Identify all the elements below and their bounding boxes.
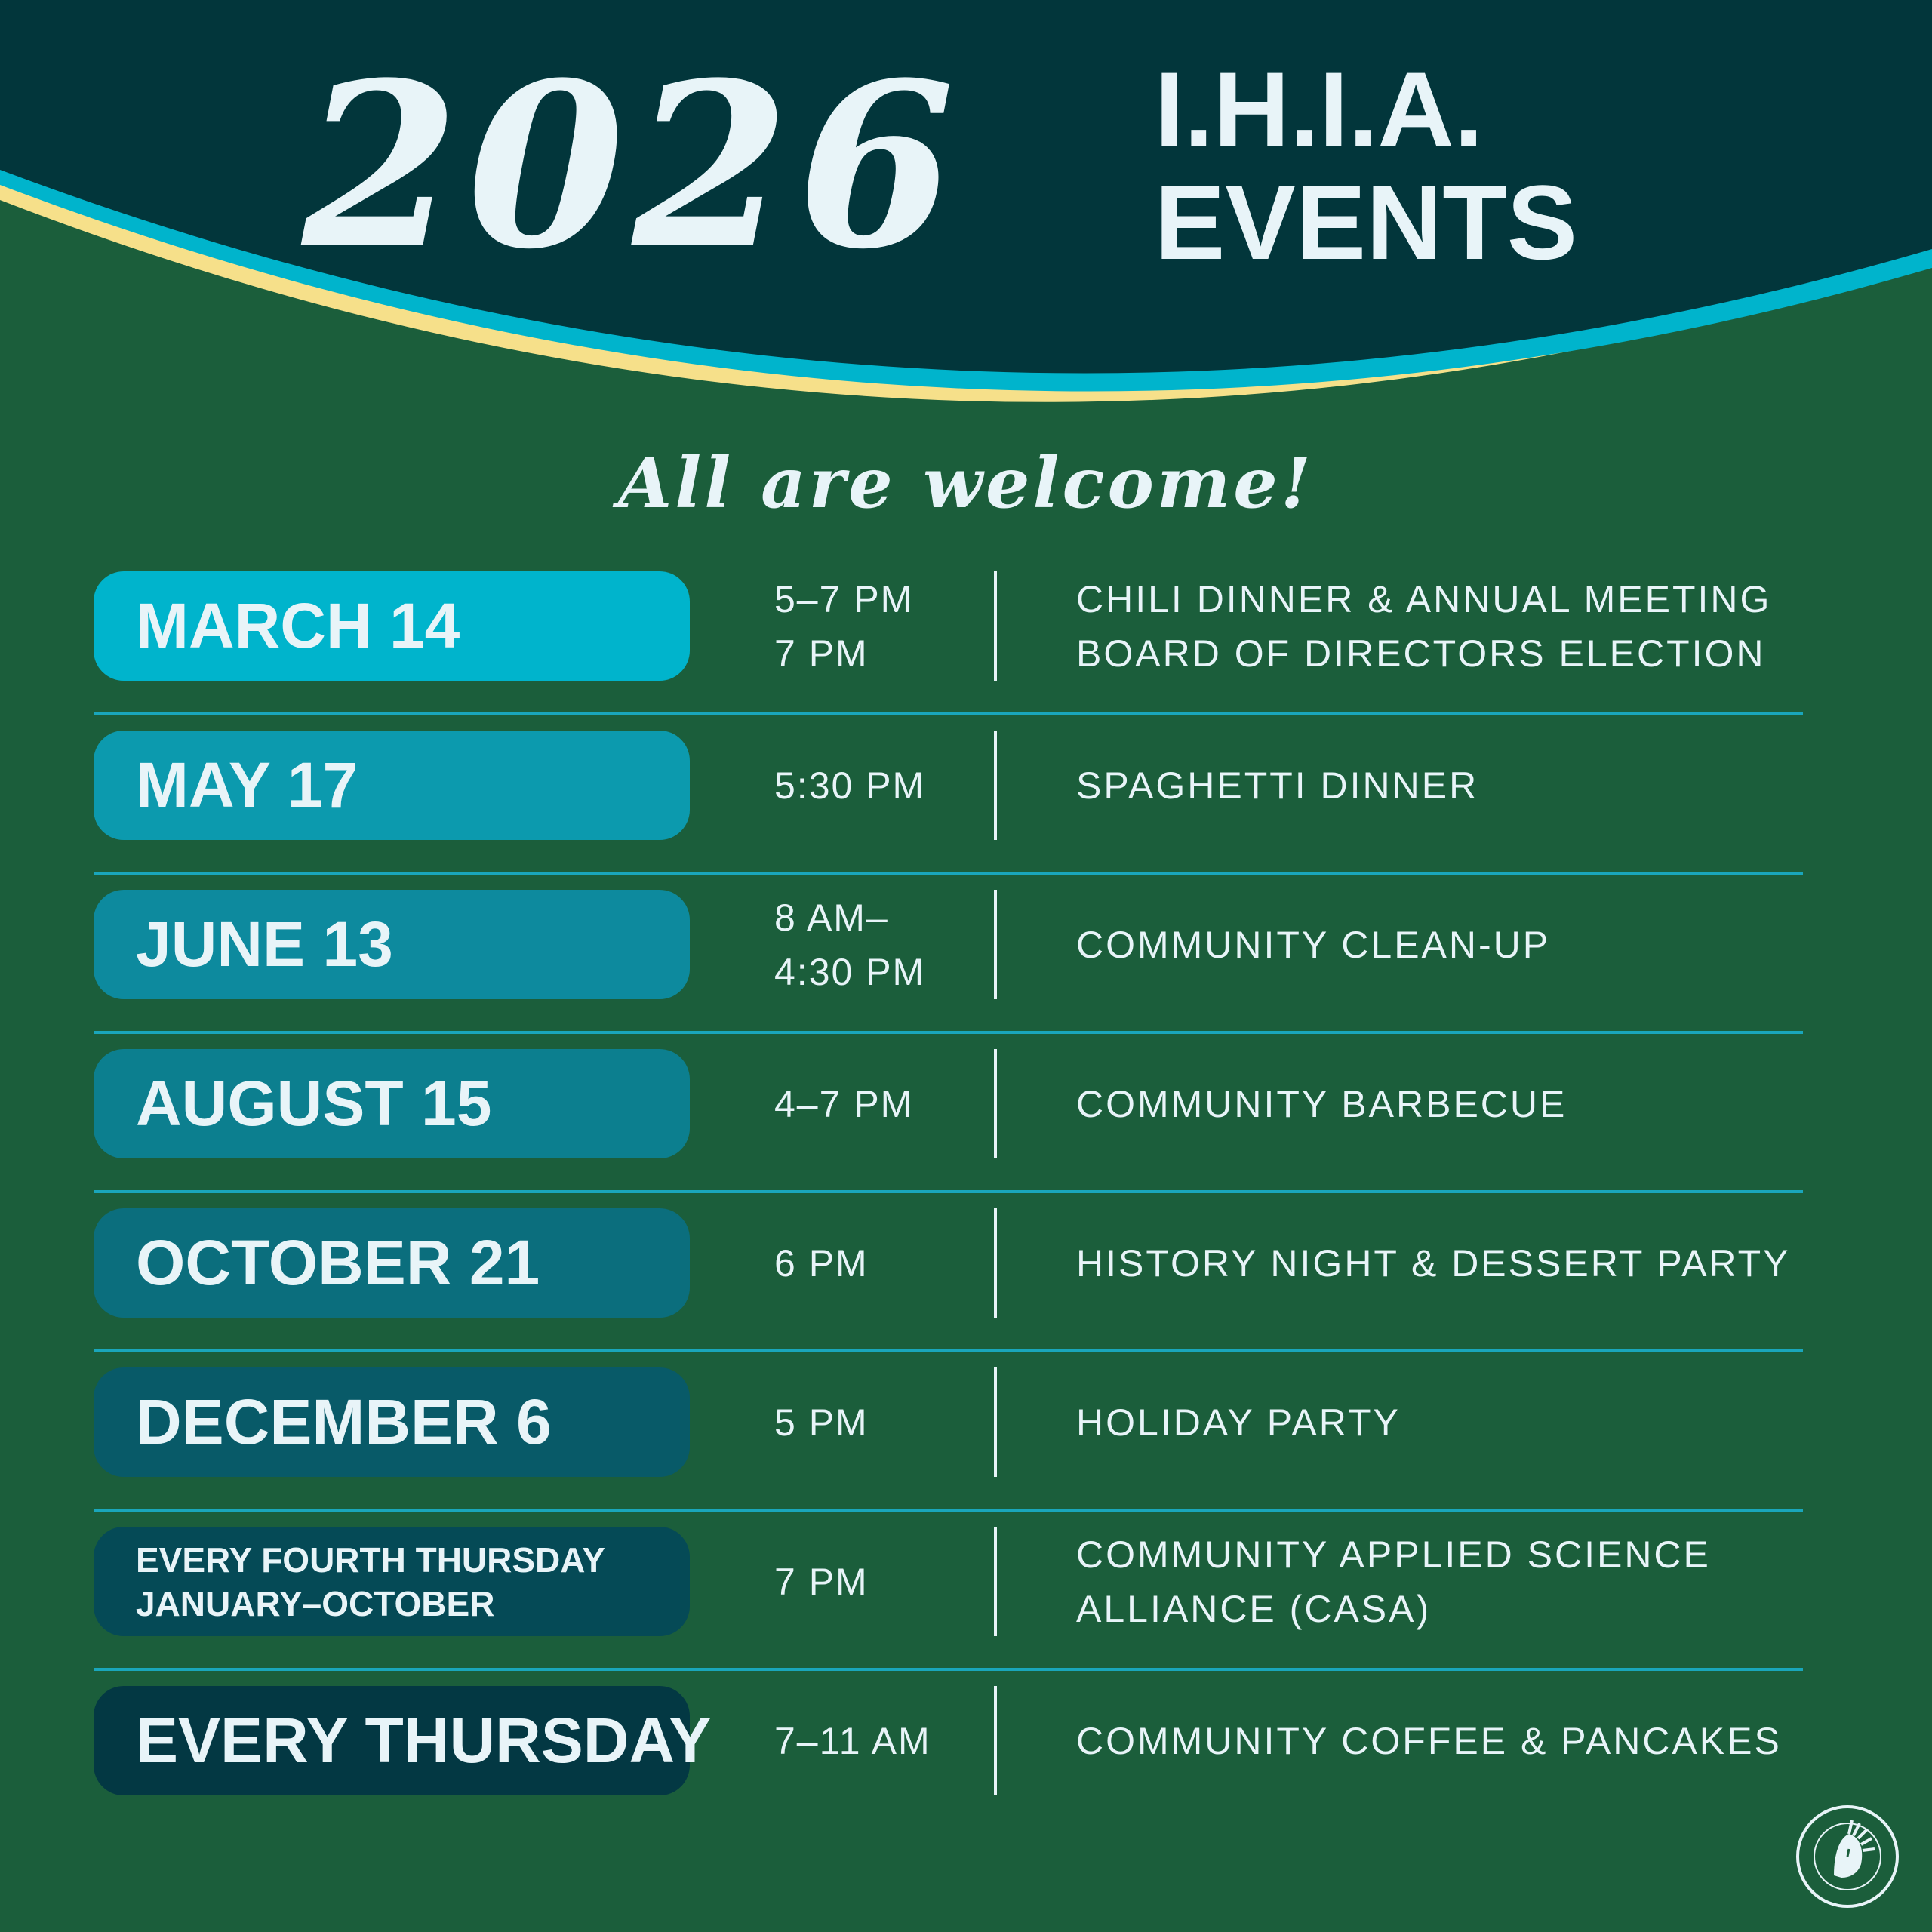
event-date: AUGUST 15 xyxy=(136,1068,492,1139)
event-description-line: BOARD OF DIRECTORS ELECTION xyxy=(1076,632,1766,675)
event-time-line: 5:30 PM xyxy=(774,764,926,807)
event-description-line: COMMUNITY BARBECUE xyxy=(1076,1082,1567,1125)
header-year: 2026 xyxy=(302,32,962,299)
event-date-pill xyxy=(94,731,690,840)
event-time xyxy=(774,1686,1023,1795)
row-divider xyxy=(94,1190,1803,1193)
event-description xyxy=(1076,890,1801,999)
event-date-pill xyxy=(94,1527,690,1636)
event-separator xyxy=(994,731,997,840)
header-title-line1: I.H.I.A. xyxy=(1155,50,1484,168)
event-description xyxy=(1076,1367,1801,1477)
event-time xyxy=(774,1049,1023,1158)
indian-hills-seal-icon xyxy=(1795,1804,1900,1909)
event-row xyxy=(94,1199,1803,1358)
header-title-line2: EVENTS xyxy=(1155,163,1578,281)
event-separator xyxy=(994,1208,997,1318)
event-date-pill xyxy=(94,571,690,681)
event-separator xyxy=(994,1527,997,1636)
event-separator xyxy=(994,1367,997,1477)
event-separator xyxy=(994,1686,997,1795)
event-time-line: 7 PM xyxy=(774,1560,869,1603)
event-separator xyxy=(994,890,997,999)
event-row xyxy=(94,1358,1803,1517)
event-time xyxy=(774,571,1023,681)
event-date: EVERY THURSDAY xyxy=(136,1705,712,1776)
event-separator xyxy=(994,1049,997,1158)
event-description-line: SPAGHETTI DINNER xyxy=(1076,764,1479,807)
event-time-line: 5 PM xyxy=(774,1401,869,1444)
welcome-tagline: All are welcome! xyxy=(617,442,1315,524)
event-description xyxy=(1076,571,1801,681)
event-description-line: CHILI DINNER & ANNUAL MEETING xyxy=(1076,577,1772,620)
event-row xyxy=(94,1677,1803,1835)
event-description-line: HISTORY NIGHT & DESSERT PARTY xyxy=(1076,1241,1791,1284)
event-row xyxy=(94,1040,1803,1198)
event-date-pill xyxy=(94,1686,712,1795)
event-time-line: 8 AM– xyxy=(774,896,889,939)
event-date: MARCH 14 xyxy=(136,590,460,661)
event-description xyxy=(1076,1686,1801,1795)
event-separator xyxy=(994,571,997,681)
event-time xyxy=(774,890,1023,999)
row-divider xyxy=(94,1031,1803,1034)
event-date: DECEMBER 6 xyxy=(136,1386,552,1457)
event-description xyxy=(1076,1527,1801,1636)
event-row xyxy=(94,881,1803,1039)
row-divider xyxy=(94,1509,1803,1512)
row-divider xyxy=(94,1668,1803,1671)
event-row xyxy=(94,721,1803,880)
event-time xyxy=(774,1208,1023,1318)
event-row xyxy=(94,562,1803,721)
event-date-pill xyxy=(94,1049,690,1158)
event-row xyxy=(94,1518,1803,1676)
event-time-line: 7 PM xyxy=(774,632,869,675)
event-description xyxy=(1076,731,1801,840)
event-date-line: JANUARY–OCTOBER xyxy=(136,1583,495,1623)
event-description-line: COMMUNITY COFFEE & PANCAKES xyxy=(1076,1719,1782,1762)
event-description-line: COMMUNITY APPLIED SCIENCE xyxy=(1076,1533,1711,1576)
event-time-line: 4:30 PM xyxy=(774,950,926,993)
event-date-lines xyxy=(136,1538,605,1626)
event-time-line: 6 PM xyxy=(774,1241,869,1284)
event-time xyxy=(774,1367,1023,1477)
event-time xyxy=(774,1527,1023,1636)
event-time-line: 4–7 PM xyxy=(774,1082,914,1125)
event-description-line: COMMUNITY CLEAN-UP xyxy=(1076,923,1551,966)
header-title xyxy=(1155,50,1758,281)
event-date-line: EVERY FOURTH THURSDAY xyxy=(136,1540,605,1580)
event-date-pill xyxy=(94,1208,690,1318)
row-divider xyxy=(94,712,1803,715)
event-date: OCTOBER 21 xyxy=(136,1227,540,1298)
event-description-line: ALLIANCE (CASA) xyxy=(1076,1587,1432,1630)
event-description-line: HOLIDAY PARTY xyxy=(1076,1401,1401,1444)
event-date-pill xyxy=(94,890,690,999)
event-time-line: 5–7 PM xyxy=(774,577,914,620)
row-divider xyxy=(94,872,1803,875)
event-description xyxy=(1076,1208,1801,1318)
event-time-line: 7–11 AM xyxy=(774,1719,931,1762)
row-divider xyxy=(94,1349,1803,1352)
event-date-pill xyxy=(94,1367,690,1477)
event-date: MAY 17 xyxy=(136,749,358,820)
event-description xyxy=(1076,1049,1801,1158)
event-date: JUNE 13 xyxy=(136,909,393,980)
event-time xyxy=(774,731,1023,840)
